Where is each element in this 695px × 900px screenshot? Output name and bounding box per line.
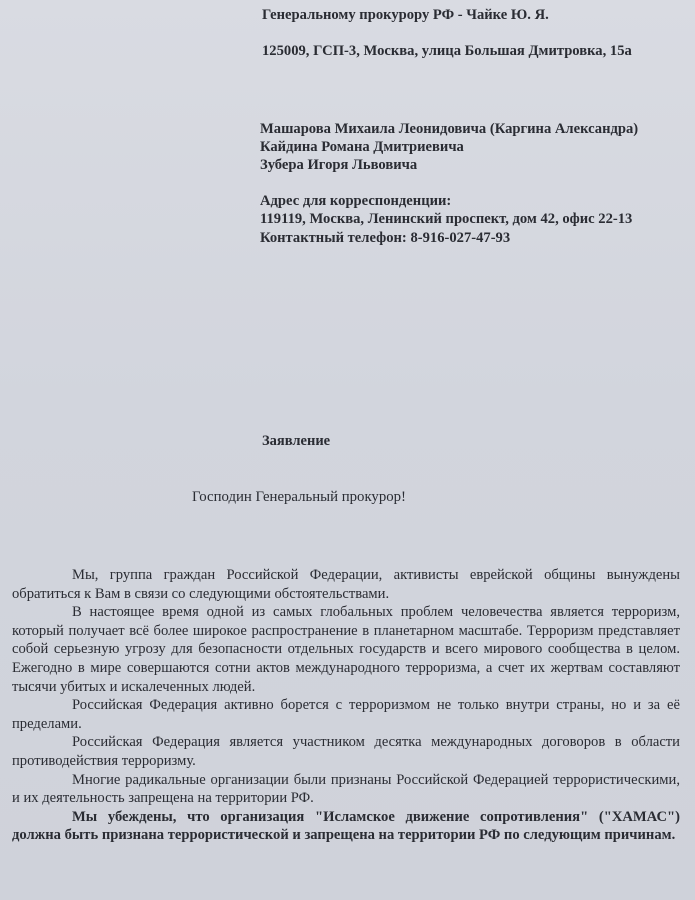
sender-name-1: Машарова Михаила Леонидовича (Каргина Александра)	[260, 121, 639, 137]
body-paragraph: В настоящее время одной из самых глобальных проблем человечества является терроризм, который получает всё более широкое распространение в планетарном масштабе. Терроризм представляет собой серьезную угрозу для безопасности отдельных государств и всего мирового сообщества в целом. Ежегодно в мире совершаются сотни актов международного терроризма, а счет их жертвам составляют тысячи убитых и искалеченных людей.	[12, 604, 680, 695]
sender-name-2: Кайдина Романа Дмитриевича	[260, 139, 464, 155]
body-paragraph: Многие радикальные организации были признаны Российской Федерацией террористическими, и их деятельность запрещена на территории РФ.	[12, 771, 680, 807]
correspondence-address-label: Адрес для корреспонденции:	[260, 193, 452, 209]
correspondence-address: 119119, Москва, Ленинский проспект, дом 42, офис 22-13	[260, 211, 633, 227]
greeting: Господин Генеральный прокурор!	[192, 489, 406, 505]
body-paragraph-bold: Мы убеждены, что организация "Исламское движение сопротивления" ("ХАМАС") должна быть признана террористической и запрещена на территории РФ по следующим причинам.	[12, 808, 680, 844]
addressee-line: Генеральному прокурору РФ - Чайке Ю. Я.	[262, 7, 549, 23]
body-paragraph: Российская Федерация является участником десятка международных договоров в области противодействия терроризму.	[12, 734, 680, 769]
sender-name-3: Зубера Игоря Львовича	[260, 157, 418, 173]
body-paragraph: Российская Федерация активно борется с терроризмом не только внутри страны, но и за её пределами.	[12, 697, 680, 732]
contact-phone: Контактный телефон: 8-916-027-47-93	[260, 230, 511, 246]
document-body	[12, 566, 680, 845]
document-title: Заявление	[262, 433, 331, 449]
addressee-address: 125009, ГСП-3, Москва, улица Большая Дмитровка, 15а	[262, 43, 632, 59]
body-paragraph: Мы, группа граждан Российской Федерации, активисты еврейской общины вынуждены обратиться к Вам в связи со следующими обстоятельствами.	[12, 567, 680, 602]
